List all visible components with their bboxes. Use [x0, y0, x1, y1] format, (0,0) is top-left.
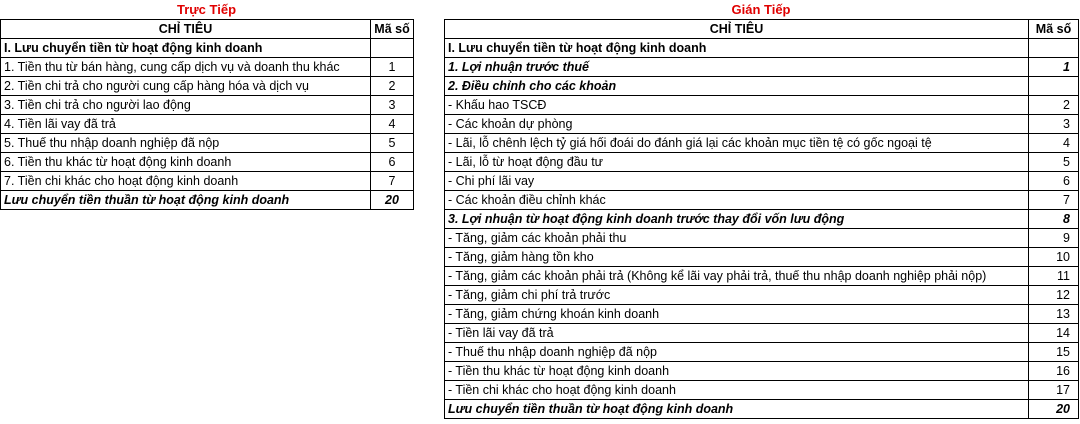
table-row [445, 267, 1079, 286]
code-cell: 14 [1029, 324, 1079, 343]
table-header-row [445, 20, 1079, 39]
indicator-cell: - Tăng, giảm chứng khoán kinh doanh [445, 305, 1029, 324]
code-cell: 2 [1029, 96, 1079, 115]
code-cell: 11 [1029, 267, 1079, 286]
table-row [1, 39, 414, 58]
indicator-cell: - Lãi, lỗ chênh lệch tỷ giá hối đoái do đánh giá lại các khoản mục tiền tệ có gốc ngoại tệ [445, 134, 1029, 153]
table-row [445, 172, 1079, 191]
indirect-method-title: Gián Tiếp [731, 2, 791, 17]
table-row [445, 77, 1079, 96]
table-row [1, 134, 414, 153]
code-cell: 1 [371, 58, 414, 77]
indicator-cell: 3. Lợi nhuận từ hoạt động kinh doanh trước thay đổi vốn lưu động [445, 210, 1029, 229]
direct-method-section [0, 0, 413, 210]
indicator-column-header: CHỈ TIÊU [1, 20, 371, 39]
indicator-cell: - Tiền lãi vay đã trả [445, 324, 1029, 343]
indicator-cell: 2. Điều chỉnh cho các khoản [445, 77, 1029, 96]
table-row [445, 229, 1079, 248]
indicator-cell: 2. Tiền chi trả cho người cung cấp hàng hóa và dịch vụ [1, 77, 371, 96]
code-cell: 7 [1029, 191, 1079, 210]
indicator-cell: - Tăng, giảm các khoản phải trả (Không kể lãi vay phải trả, thuế thu nhập doanh nghiệp phải nộp) [445, 267, 1029, 286]
table-row [445, 96, 1079, 115]
indicator-cell: Lưu chuyển tiền thuần từ hoạt động kinh doanh [445, 400, 1029, 419]
table-row [445, 343, 1079, 362]
code-cell: 15 [1029, 343, 1079, 362]
table-row [1, 191, 414, 210]
indirect-method-section [444, 0, 1078, 419]
indicator-cell: 1. Lợi nhuận trước thuế [445, 58, 1029, 77]
indicator-cell: 4. Tiền lãi vay đã trả [1, 115, 371, 134]
table-row [445, 58, 1079, 77]
code-cell: 4 [1029, 134, 1079, 153]
table-row [1, 153, 414, 172]
indicator-cell: - Lãi, lỗ từ hoạt động đầu tư [445, 153, 1029, 172]
code-cell: 17 [1029, 381, 1079, 400]
indicator-cell: 1. Tiền thu từ bán hàng, cung cấp dịch vụ và doanh thu khác [1, 58, 371, 77]
table-row [445, 305, 1079, 324]
code-cell [1029, 39, 1079, 58]
code-cell: 13 [1029, 305, 1079, 324]
indicator-cell: - Thuế thu nhập doanh nghiệp đã nộp [445, 343, 1029, 362]
direct-method-table [0, 19, 414, 210]
indicator-cell: 7. Tiền chi khác cho hoạt động kinh doanh [1, 172, 371, 191]
code-cell: 6 [371, 153, 414, 172]
indicator-cell: - Tiền thu khác từ hoạt động kinh doanh [445, 362, 1029, 381]
direct-table-body [1, 39, 414, 210]
code-cell: 12 [1029, 286, 1079, 305]
direct-method-title: Trực Tiếp [176, 2, 237, 17]
table-row [445, 210, 1079, 229]
code-cell: 5 [1029, 153, 1079, 172]
table-row [445, 248, 1079, 267]
table-row [1, 58, 414, 77]
code-cell [371, 39, 414, 58]
table-row [1, 115, 414, 134]
code-cell: 10 [1029, 248, 1079, 267]
indicator-cell: - Tiền chi khác cho hoạt động kinh doanh [445, 381, 1029, 400]
indicator-cell: 5. Thuế thu nhập doanh nghiệp đã nộp [1, 134, 371, 153]
table-row [445, 381, 1079, 400]
indicator-cell: - Các khoản dự phòng [445, 115, 1029, 134]
table-row [445, 134, 1079, 153]
indicator-cell: I. Lưu chuyển tiền từ hoạt động kinh doanh [1, 39, 371, 58]
code-cell: 3 [371, 96, 414, 115]
table-row [445, 115, 1079, 134]
indicator-cell: I. Lưu chuyển tiền từ hoạt động kinh doanh [445, 39, 1029, 58]
code-cell: 9 [1029, 229, 1079, 248]
code-cell: 1 [1029, 58, 1079, 77]
table-row [1, 77, 414, 96]
code-cell: 20 [1029, 400, 1079, 419]
code-cell: 4 [371, 115, 414, 134]
indicator-cell: - Các khoản điều chỉnh khác [445, 191, 1029, 210]
code-cell: 20 [371, 191, 414, 210]
code-cell: 8 [1029, 210, 1079, 229]
table-row [445, 191, 1079, 210]
indicator-cell: Lưu chuyển tiền thuần từ hoạt động kinh doanh [1, 191, 371, 210]
indicator-cell: - Tăng, giảm hàng tồn kho [445, 248, 1029, 267]
table-row [445, 286, 1079, 305]
indicator-column-header: CHỈ TIÊU [445, 20, 1029, 39]
table-row [445, 400, 1079, 419]
indicator-cell: 3. Tiền chi trả cho người lao động [1, 96, 371, 115]
code-cell: 7 [371, 172, 414, 191]
table-row [445, 362, 1079, 381]
indirect-table-body [445, 39, 1079, 419]
indicator-cell: - Chi phí lãi vay [445, 172, 1029, 191]
table-row [445, 153, 1079, 172]
code-cell [1029, 77, 1079, 96]
code-cell: 6 [1029, 172, 1079, 191]
code-cell: 5 [371, 134, 414, 153]
table-row [445, 324, 1079, 343]
table-row [1, 172, 414, 191]
code-column-header: Mã số [1029, 20, 1079, 39]
table-header-row [1, 20, 414, 39]
indicator-cell: 6. Tiền thu khác từ hoạt động kinh doanh [1, 153, 371, 172]
table-row [445, 39, 1079, 58]
code-cell: 16 [1029, 362, 1079, 381]
code-cell: 2 [371, 77, 414, 96]
table-row [1, 96, 414, 115]
indicator-cell: - Tăng, giảm các khoản phải thu [445, 229, 1029, 248]
code-cell: 3 [1029, 115, 1079, 134]
indirect-method-table [444, 19, 1079, 419]
indicator-cell: - Khấu hao TSCĐ [445, 96, 1029, 115]
code-column-header: Mã số [371, 20, 414, 39]
indicator-cell: - Tăng, giảm chi phí trả trước [445, 286, 1029, 305]
